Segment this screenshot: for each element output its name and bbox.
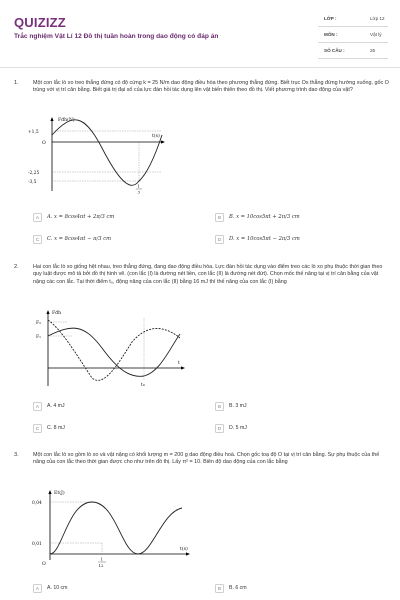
answer-option-a[interactable] (33, 213, 183, 223)
option-letter-badge: A (33, 213, 42, 222)
meta-divider (318, 42, 388, 43)
document-title: Trắc nghiệm Vật Lí 12 Đồ thị tuần hoàn trong dao động có đáp án (14, 33, 219, 40)
y-tick-label: F₂ (36, 321, 42, 326)
x-axis-label: t(s) (152, 134, 160, 139)
answer-option-b[interactable] (215, 402, 365, 412)
y-axis-label: Et(J) (54, 491, 65, 496)
option-text: B. 3 mJ (229, 403, 247, 409)
option-letter-badge: C (33, 235, 42, 244)
y-tick-label: 0,01 (32, 542, 42, 547)
option-text: B. 6 cm (229, 585, 247, 591)
question-text: Một con lắc lò xo gồm lò xo và vật nặng có khối lượng m = 200 g dao động điều hoà. Chọn gốc toạ độ O tại vị trí cân bằng. Sự phụ thuộc của thế năng của con lắc theo thời gian được cho như trên đồ thị. Lấy π² = 10. Biên độ dao động của con lắc bằng (33, 452, 380, 466)
answer-option-c[interactable] (33, 235, 183, 245)
y-axis-label: Fđh (52, 311, 62, 316)
x-axis-label: t (178, 361, 180, 366)
x-axis-label: t(s) (180, 547, 188, 552)
answer-option-a[interactable] (33, 584, 183, 594)
meta-divider (318, 58, 388, 59)
answer-option-d[interactable] (215, 424, 365, 434)
y-axis-arrow (50, 117, 53, 121)
option-text: A. x = 8cos4πt + 2π/3 cm (47, 214, 115, 220)
question-number: 2. (14, 264, 19, 270)
y-tick-label: -2,25 (28, 171, 40, 176)
two-pendulum-force-graph (32, 308, 192, 390)
answer-option-a[interactable] (33, 402, 183, 412)
y-axis-arrow (46, 310, 49, 314)
option-text: A. 10 cm (47, 585, 68, 591)
y-axis-label: Fđh(N) (58, 118, 75, 123)
option-letter-badge: B (215, 213, 224, 222)
x-tick-label: t₀ (141, 383, 145, 388)
origin-label: O (42, 562, 46, 567)
meta-subject-key: MÔN : (324, 32, 338, 37)
x-axis-arrow (181, 366, 185, 369)
y-axis-arrow (48, 490, 51, 494)
x-axis-arrow (186, 552, 190, 555)
x-tick-numerator: 1 (137, 183, 141, 189)
force-curve (52, 120, 162, 185)
question-text: Một con lắc lò xo treo thẳng đứng có độ cứng k = 25 N/m dao động điều hòa theo phương thẳng đứng. Biết trục Ox thẳng đứng hướng xuống, gốc O trùng với vị trí cân bằng. Biết giá trị đại số của lực đàn hồi tác dụng lên vật biến thiên theo đồ thị. Viết phương trình dao động của vật? (33, 80, 389, 94)
option-letter-badge: D (215, 424, 224, 433)
answer-option-b[interactable] (215, 584, 365, 594)
meta-subject-value: Vật lý (370, 32, 382, 37)
y-tick-label: 0,04 (32, 501, 42, 506)
option-text: B. x = 10cos5πt + 2π/3 cm (229, 214, 300, 220)
meta-class-key: LỚP : (324, 16, 337, 21)
quizizz-logo[interactable]: QUIZIZZ (14, 15, 66, 30)
x-axis-arrow (161, 140, 165, 143)
option-text: C. 8 mJ (47, 425, 65, 431)
y-tick-label: +1,5 (28, 130, 39, 135)
meta-class-value: Lớp 12 (370, 16, 385, 21)
option-letter-badge: A (33, 402, 42, 411)
x-tick-denominator: 12 (98, 563, 104, 568)
meta-class (318, 14, 388, 24)
question-text: Hai con lắc lò xo giống hệt nhau, treo thẳng đứng, đang dao động điều hòa. Lực đàn hồi tác dụng vào điểm treo các lò xo phụ thuộc thời gian theo quy luật được mô tả bởi đồ thị hình vẽ. (con lắc (I) là đường nét liền, con lắc (II) là đường nét đứt). Chọn mốc thế năng tại vị trí cân bằng của vật nặng các con lắc. Tại thời điểm t₀, động năng của con lắc (II) bằng 16 mJ thì thế năng của con lắc (I) bằng (33, 264, 383, 285)
x-tick-denominator: 3 (137, 189, 141, 195)
answer-option-d[interactable] (215, 235, 365, 245)
y-tick-label: -3,5 (28, 180, 37, 185)
option-text: D. 5 mJ (229, 425, 247, 431)
answer-option-c[interactable] (33, 424, 183, 434)
potential-energy-graph (32, 488, 197, 570)
option-text: D. x = 10cos5πt − 2π/3 cm (229, 236, 300, 242)
answer-option-b[interactable] (215, 213, 365, 223)
x-tick-numerator: 1 (100, 556, 104, 562)
meta-divider (318, 26, 388, 27)
question-number: 3. (14, 452, 19, 458)
page-header (0, 0, 400, 70)
question-1 (14, 80, 390, 250)
header-divider (0, 67, 400, 68)
option-text: A. 4 mJ (47, 403, 65, 409)
meta-count-value: 26 (370, 48, 376, 53)
energy-curve (50, 502, 182, 554)
option-letter-badge: A (33, 584, 42, 593)
option-text: C. x = 8cos4πt − π/3 cm (47, 236, 112, 242)
force-time-graph (22, 115, 172, 195)
option-letter-badge: B (215, 402, 224, 411)
option-letter-badge: C (33, 424, 42, 433)
y-tick-label: F₁ (36, 335, 42, 340)
meta-count-key: SỐ CÂU : (324, 48, 345, 53)
question-3 (14, 452, 390, 600)
option-letter-badge: B (215, 584, 224, 593)
option-letter-badge: D (215, 235, 224, 244)
meta-count (318, 46, 388, 56)
origin-label: O (42, 141, 46, 146)
question-number: 1. (14, 80, 19, 86)
question-2 (14, 264, 390, 439)
meta-subject (318, 30, 388, 40)
